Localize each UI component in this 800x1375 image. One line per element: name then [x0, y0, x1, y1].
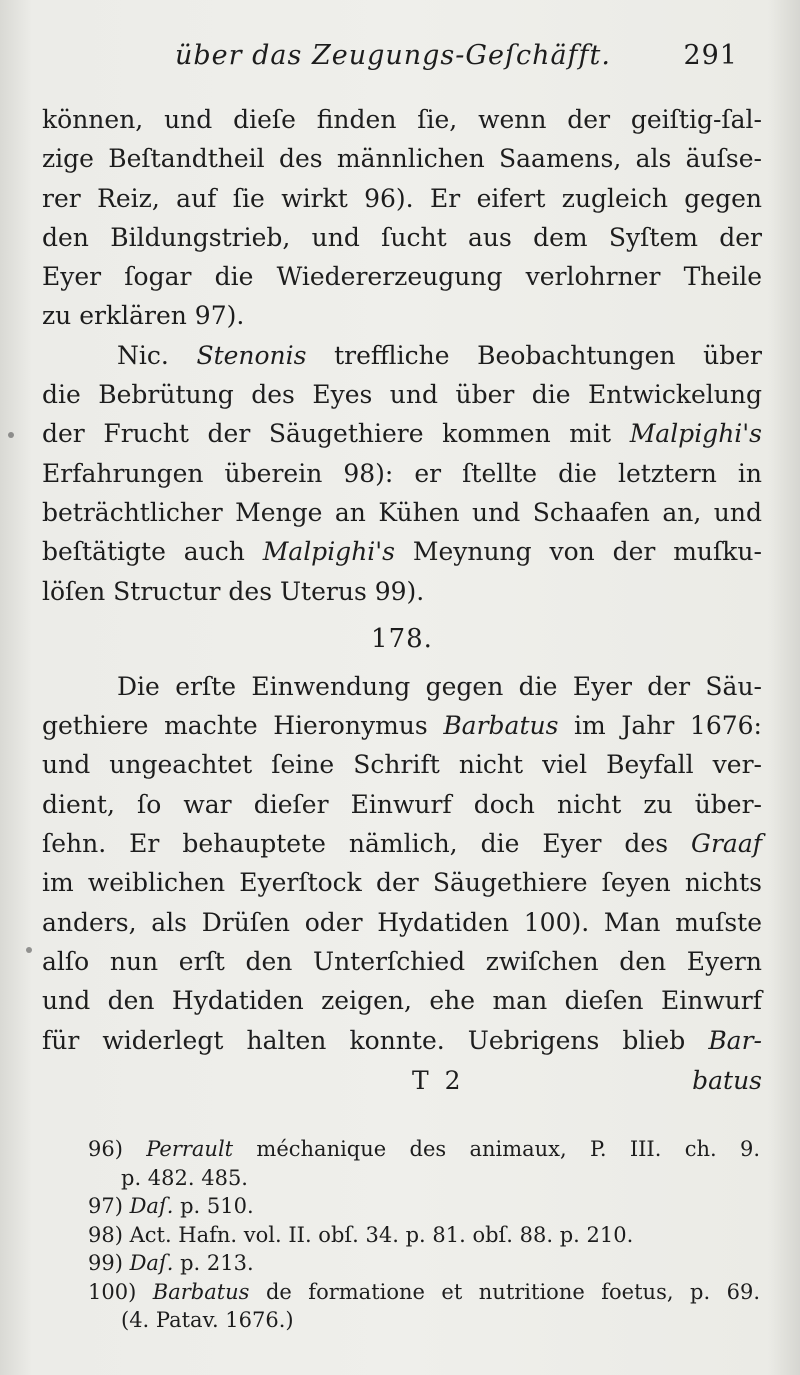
running-head: über das Zeugungs-Geſchäfft. — [175, 40, 611, 71]
text-line: Erfahrungen überein 98): er ſtellte die letztern in — [42, 458, 762, 488]
footnote-line: (4. Patav. 1676.) — [121, 1308, 294, 1332]
footnote-line: 99) Daſ. p. 213. — [88, 1251, 254, 1275]
text-line: Nic. Stenonis treffliche Beobachtungen über — [117, 340, 762, 370]
text-line: dient, ſo war dieſer Einwurf doch nicht zu über- — [42, 789, 762, 819]
body-text — [42, 100, 762, 1060]
text-line: zu erklären 97). — [42, 301, 245, 331]
signature-row — [42, 1060, 762, 1104]
footnote-line: p. 482. 485. — [121, 1165, 248, 1190]
paper-speck — [26, 947, 32, 953]
footnote-line: 100) Barbatus de formatione et nutritione foetus, p. 69. — [88, 1279, 761, 1304]
footnotes — [88, 1135, 760, 1335]
page-number: 291 — [683, 40, 738, 71]
paper-speck — [8, 432, 14, 438]
text-line: können, und dieſe finden ſie, wenn der geiſtig-ſal- — [42, 105, 762, 134]
text-line: die Bebrütung des Eyes und über die Entwickelung — [42, 380, 762, 410]
text-line: und den Hydatiden zeigen, ehe man dieſen Einwurf — [42, 986, 762, 1016]
text-line: ſehn. Er behauptete nämlich, die Eyer des Graaf — [42, 829, 762, 859]
text-line: gethiere machte Hieronymus Barbatus im Jahr 1676: — [42, 711, 762, 741]
text-line: Die erſte Einwendung gegen die Eyer der Säu- — [117, 671, 762, 701]
footnote-line: 97) Daſ. p. 510. — [88, 1194, 254, 1218]
text-line: alſo nun erſt den Unterſchied zwiſchen den Eyern — [42, 946, 762, 976]
text-line: löſen Structur des Uterus 99). — [42, 576, 425, 606]
text-line: und ungeachtet ſeine Schrift nicht viel Beyfall ver- — [42, 750, 762, 780]
text-line: rer Reiz, auf ſie wirkt 96). Er eifert zugleich gegen — [42, 183, 762, 213]
text-line: zige Beſtandtheil des männlichen Saamens, als äuſse- — [42, 144, 762, 174]
footnote-line: 98) Act. Hafn. vol. II. obſ. 34. p. 81. obſ. 88. p. 210. — [88, 1222, 634, 1247]
footnote-line: 96) Perrault méchanique des animaux, P. III. ch. 9. — [88, 1137, 760, 1161]
catchword: batus — [692, 1066, 762, 1095]
text-line: im weiblichen Eyerſtock der Säugethiere ſeyen nichts — [42, 868, 762, 898]
page-header — [60, 30, 760, 80]
signature-mark: T 2 — [412, 1066, 465, 1095]
text-line: für widerlegt halten konnte. Uebrigens blieb Bar- — [42, 1025, 762, 1055]
text-line: der Frucht der Säugethiere kommen mit Malpighi's — [42, 419, 762, 449]
text-line: den Bildungstrieb, und ſucht aus dem Syſtem der — [42, 222, 762, 252]
section-number: 178. — [371, 623, 433, 654]
text-line: beträchtlicher Menge an Kühen und Schaafen an, und — [42, 497, 762, 527]
text-line: beſtätigte auch Malpighi's Meynung von der muſku- — [42, 537, 762, 567]
text-line: Eyer ſogar die Wiedererzeugung verlohrner Theile — [42, 262, 762, 292]
text-line: anders, als Drüſen oder Hydatiden 100). Man muſste — [42, 907, 762, 937]
